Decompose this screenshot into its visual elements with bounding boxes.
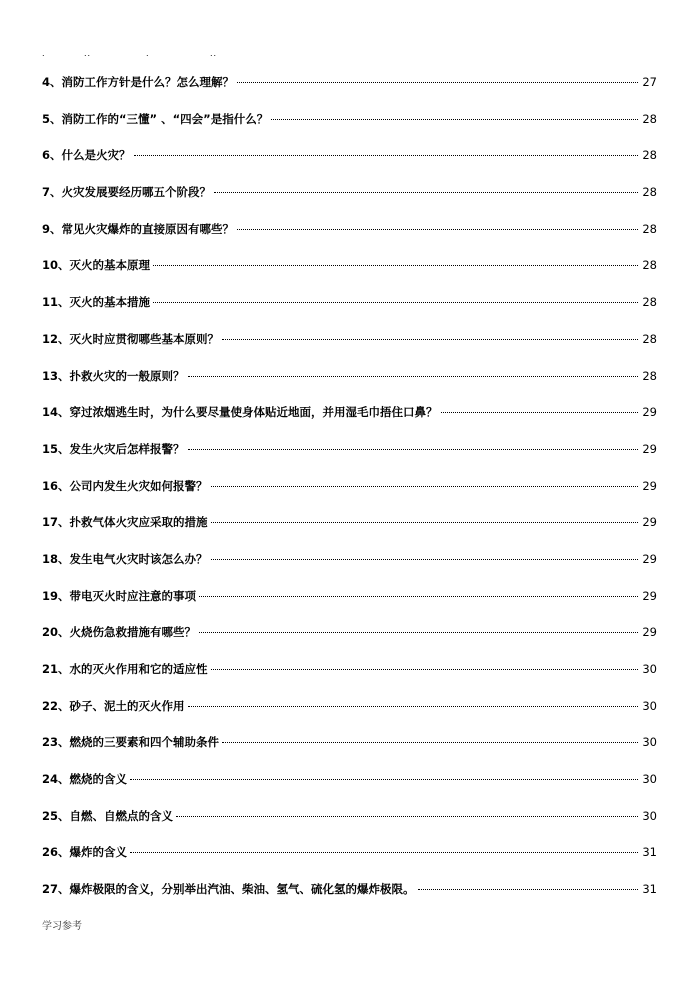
toc-entry-title: 6、什么是火灾？ — [42, 148, 131, 163]
toc-entry-page: 27 — [642, 75, 657, 89]
dot-leader — [188, 449, 638, 450]
toc-entry-page: 29 — [642, 515, 657, 530]
dot-leader — [237, 82, 638, 83]
dot-leader — [211, 669, 638, 670]
toc-entry-title: 19、带电灭火时应注意的事项 — [42, 588, 197, 603]
toc-entry[interactable] — [42, 624, 657, 661]
toc-entry[interactable] — [42, 441, 657, 478]
toc-entry-page: 30 — [642, 735, 657, 750]
toc-entry-title: 14、穿过浓烟逃生时，为什么要尽量使身体贴近地面，并用湿毛巾捂住口鼻？ — [42, 405, 438, 420]
toc-entry-page: 29 — [642, 405, 657, 420]
toc-entry-page: 31 — [642, 845, 657, 860]
toc-entry[interactable] — [42, 111, 657, 148]
dot-leader — [237, 229, 638, 230]
toc-entry-title: 10、灭火的基本原理 — [42, 258, 151, 273]
toc-entry-page: 30 — [642, 808, 657, 823]
toc-entry[interactable] — [42, 294, 657, 331]
toc-entry-title: 20、火烧伤急救措施有哪些？ — [42, 625, 197, 640]
dot-leader — [188, 706, 638, 707]
dot-leader — [199, 596, 638, 597]
dot-leader — [188, 376, 638, 377]
dot-leader — [211, 522, 638, 523]
toc-entry-title: 18、发生电气火灾时该怎么办？ — [42, 551, 208, 566]
toc-entry-title: 24、燃烧的含义 — [42, 772, 128, 787]
toc-entry-page: 30 — [642, 698, 657, 713]
dot-leader — [222, 742, 638, 743]
toc-entry-page: 30 — [642, 662, 657, 676]
dot-leader — [418, 889, 639, 890]
toc-entry-page: 29 — [642, 551, 657, 566]
toc-entry-page: 29 — [642, 588, 657, 603]
toc-entry-title: 26、爆炸的含义 — [42, 845, 128, 860]
toc-entry[interactable] — [42, 734, 657, 771]
toc-entry-title: 22、砂子、泥土的灭火作用 — [42, 698, 185, 713]
dot-leader — [441, 412, 639, 413]
toc-entry[interactable] — [42, 551, 657, 588]
toc-entry-page: 28 — [642, 221, 657, 236]
toc-entry-page: 29 — [642, 625, 657, 640]
toc-entry-title: 11、灭火的基本措施 — [42, 295, 151, 310]
toc-entry[interactable] — [42, 368, 657, 405]
toc-entry-title: 17、扑救气体火灾应采取的措施 — [42, 515, 208, 530]
toc-entry-page: 28 — [642, 148, 657, 163]
dot-leader — [222, 339, 638, 340]
toc-entry-page: 28 — [642, 368, 657, 383]
toc-entry[interactable] — [42, 771, 657, 808]
toc-entry-title: 4、消防工作方针是什么？怎么理解？ — [42, 75, 234, 89]
toc-entry-page: 28 — [642, 185, 657, 200]
header-mark: . — [42, 49, 46, 58]
dot-leader — [211, 559, 638, 560]
toc-entry[interactable] — [42, 147, 657, 184]
toc-entry-title: 12、灭火时应贯彻哪些基本原则？ — [42, 331, 220, 346]
dot-leader — [176, 816, 638, 817]
toc-entry[interactable] — [42, 588, 657, 625]
toc-entry-title: 7、火灾发展要经历哪五个阶段？ — [42, 185, 211, 200]
toc-entry-title: 21、水的灭火作用和它的适应性 — [42, 662, 208, 676]
toc-entry[interactable] — [42, 74, 657, 111]
header-mark: .. — [84, 49, 92, 58]
toc-entry-title: 9、常见火灾爆炸的直接原因有哪些？ — [42, 221, 234, 236]
toc-entry-page: 28 — [642, 295, 657, 310]
dot-leader — [199, 632, 638, 633]
toc-entry[interactable] — [42, 661, 657, 698]
toc-entry-page: 31 — [642, 882, 657, 897]
toc-entry[interactable] — [42, 808, 657, 845]
toc-entry-title: 13、扑救火灾的一般原则？ — [42, 368, 185, 383]
dot-leader — [211, 486, 638, 487]
toc-entry-page: 29 — [642, 478, 657, 493]
dot-leader — [153, 302, 638, 303]
dot-leader — [130, 779, 638, 780]
header-mark: .. — [210, 49, 218, 58]
toc-entry-page: 30 — [642, 772, 657, 787]
toc-entry[interactable] — [42, 478, 657, 515]
dot-leader — [130, 852, 638, 853]
toc-entry-title: 27、爆炸极限的含义，分别举出汽油、柴油、氢气、硫化氢的爆炸极限。 — [42, 882, 415, 897]
toc-entry[interactable] — [42, 184, 657, 221]
toc-entry-page: 28 — [642, 331, 657, 346]
dot-leader — [214, 192, 638, 193]
dot-leader — [153, 265, 638, 266]
table-of-contents — [42, 74, 657, 918]
toc-entry-title: 15、发生火灾后怎样报警？ — [42, 441, 185, 456]
page-footer: 学习参考 — [42, 921, 82, 932]
toc-entry-page: 28 — [642, 258, 657, 273]
toc-entry-page: 28 — [642, 111, 657, 126]
header-marks — [0, 50, 700, 60]
toc-entry-title: 25、自燃、自燃点的含义 — [42, 808, 174, 823]
header-mark: . — [146, 49, 150, 58]
toc-entry[interactable] — [42, 331, 657, 368]
toc-entry[interactable] — [42, 221, 657, 258]
dot-leader — [271, 119, 638, 120]
toc-entry[interactable] — [42, 404, 657, 441]
toc-entry-page: 29 — [642, 441, 657, 456]
toc-entry[interactable] — [42, 514, 657, 551]
toc-entry[interactable] — [42, 698, 657, 735]
toc-entry[interactable] — [42, 844, 657, 881]
toc-entry-title: 5、消防工作的“三懂” 、“四会”是指什么？ — [42, 111, 269, 126]
dot-leader — [134, 155, 638, 156]
toc-entry-title: 23、燃烧的三要素和四个辅助条件 — [42, 735, 220, 750]
toc-entry-title: 16、公司内发生火灾如何报警？ — [42, 478, 208, 493]
toc-entry[interactable] — [42, 881, 657, 918]
toc-entry[interactable] — [42, 257, 657, 294]
